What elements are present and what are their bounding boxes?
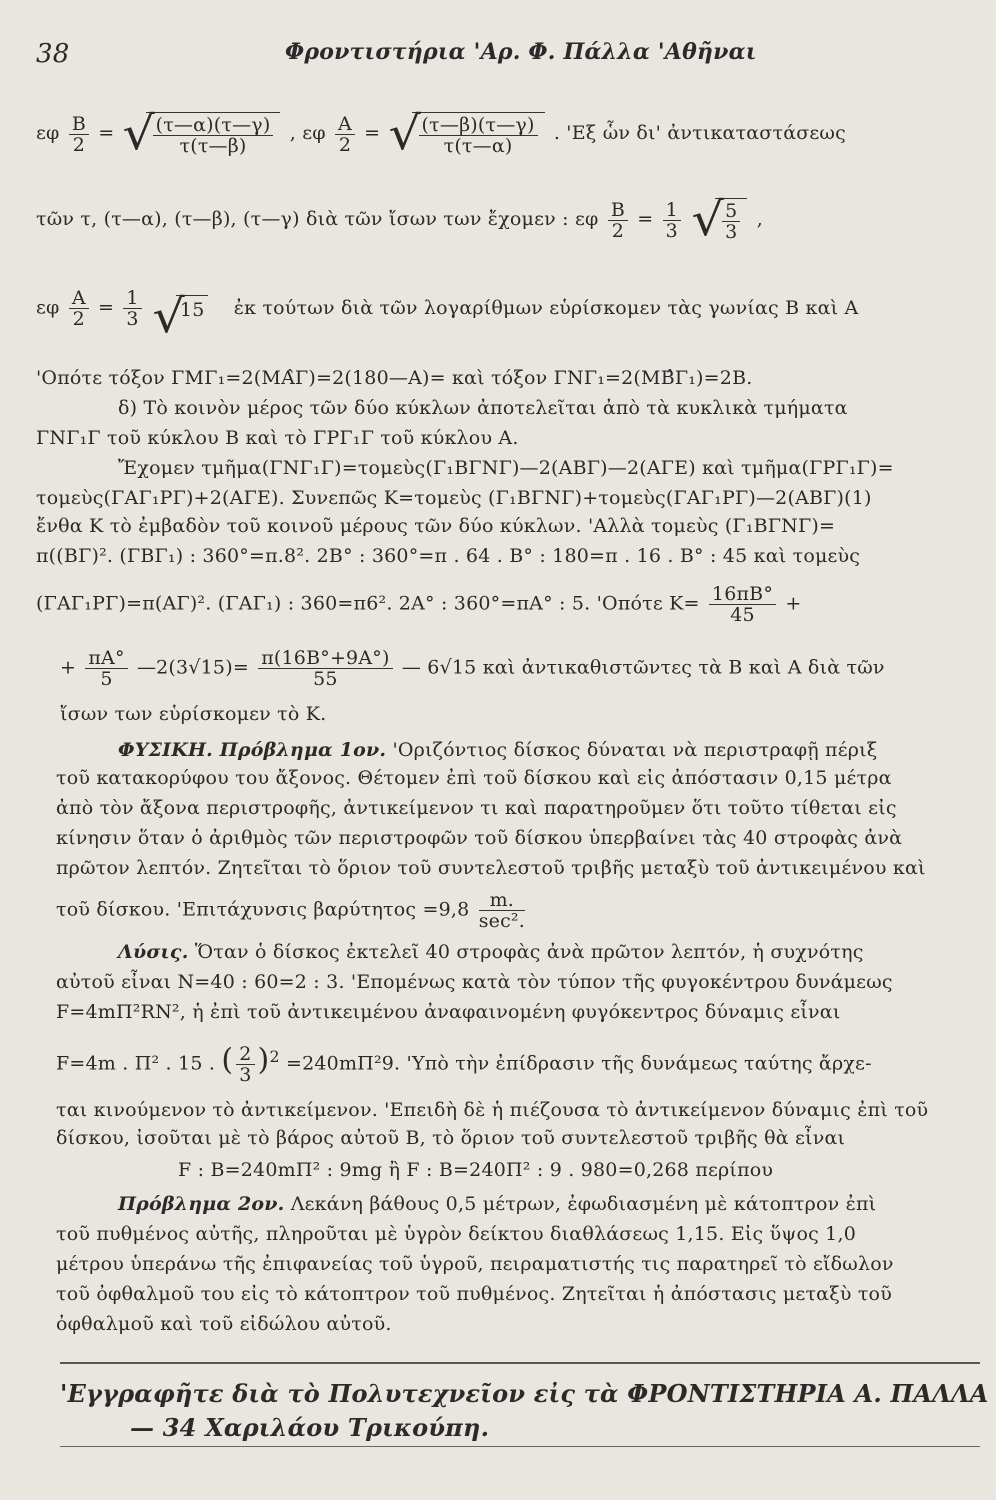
solution-formula-line: F=4m . Π² . 15 . ( $\frac{2}{3}$ )$^2$ =240mΠ²9. 'Υπὸ τὴν ἐπίδρασιν τῆς δυνάμεως ταύτης ἄρχε- bbox=[56, 1042, 872, 1086]
formula-frac-num: 2 bbox=[236, 1044, 254, 1065]
eq2-frac2-num: 1 bbox=[663, 200, 681, 221]
eq1-rad2-den: τ(τ—α) bbox=[443, 135, 513, 157]
eq1-frac1-num: Β bbox=[69, 114, 89, 135]
eq3-text: ἐκ τούτων διὰ τῶν λογαρίθμων εὑρίσκομεν τὰς γωνίας Β καὶ Α bbox=[233, 296, 859, 319]
equation-2 bbox=[36, 192, 763, 246]
eq3-rad: 15 bbox=[176, 295, 209, 322]
body-line-6: ἔνθα Κ τὸ ἐμβαδὸν τοῦ κοινοῦ μέρους τῶν δύο κύκλων. 'Αλλὰ τομεὺς (Γ₁ΒΓΝΓ)= bbox=[36, 515, 836, 537]
eq1-frac2 bbox=[335, 114, 355, 155]
eq5-tail: — 6√15 καὶ ἀντικαθιστῶντες τὰ Β καὶ Α διὰ τῶν bbox=[401, 656, 885, 679]
solution-first-text: Ὅταν ὁ δίσκος ἐκτελεῖ 40 στροφὰς ἀνὰ πρῶτον λεπτόν, ἡ συχνότης bbox=[194, 941, 864, 963]
gravity-text: τοῦ δίσκου. 'Επιτάχυνσις βαρύτητος =9,8 bbox=[56, 898, 470, 921]
eq2-frac1-den: 2 bbox=[611, 219, 625, 242]
eq3-lhs: εφ bbox=[36, 296, 60, 319]
problem2-line-1: τοῦ πυθμένος αὐτῆς, πληροῦται μὲ ὑγρὸν δείκτου διαθλάσεως 1,15. Εἰς ὕψος 1,0 bbox=[56, 1223, 856, 1245]
problem2-first-text: Λεκάνη βάθους 0,5 μέτρων, ἐφωδιασμένη μὲ κάτοπτρον ἐπὶ bbox=[290, 1193, 877, 1215]
eq4-frac-num: 16πΒ° bbox=[709, 584, 776, 605]
eq1-frac1 bbox=[69, 114, 89, 155]
eq1-rad1-den: τ(τ—β) bbox=[179, 135, 247, 157]
eq4-tail: + bbox=[785, 592, 802, 615]
eq5-lead: + bbox=[60, 656, 77, 679]
eq1-equals: = bbox=[98, 122, 115, 144]
eq1-tail: . 'Εξ ὧν δι' ἀντικαταστάσεως bbox=[553, 122, 846, 144]
eq2-lhs: εφ bbox=[575, 208, 599, 230]
eq5-frac1-num: πΑ° bbox=[85, 648, 127, 669]
body-line-5: τομεὺς(ΓΑΓ₁ΡΓ)+2(ΑΓΕ). Συνεπῶς Κ=τομεὺς (Γ₁ΒΓΝΓ)+τομεὺς(ΓΑΓ₁ΡΓ)—2(ΑΒΓ)(1) bbox=[36, 487, 872, 509]
physics-first-text: 'Οριζόντιος δίσκος δύναται νὰ περιστραφῇ πέριξ bbox=[392, 739, 878, 761]
physics-line-1: τοῦ κατακορύφου του ἄξονος. Θέτομεν ἐπὶ τοῦ δίσκου καὶ εἰς ἀπόστασιν 0,15 μέτρα bbox=[56, 767, 892, 789]
running-title: Φροντιστήρια 'Αρ. Φ. Πάλλα 'Αθῆναι bbox=[285, 39, 757, 65]
body-line-3: ΓΝΓ₁Γ τοῦ κύκλου Β καὶ τὸ ΓΡΓ₁Γ τοῦ κύκλου Α. bbox=[36, 427, 519, 449]
page-number: 38 bbox=[36, 39, 70, 69]
eq4-frac-den: 45 bbox=[730, 604, 755, 626]
eq3-frac1-den: 2 bbox=[72, 308, 85, 330]
eq2-tail: , bbox=[756, 208, 763, 230]
footer-rule-top bbox=[60, 1362, 980, 1364]
eq1-radical2: √ $\frac{(\tau—\beta)(\tau—\gamma)}{\tau(\tau—\alpha)}$ bbox=[390, 112, 545, 156]
formula-frac-den: 3 bbox=[239, 1064, 252, 1086]
line-isoon: ἴσων των εὑρίσκομεν τὸ Κ. bbox=[60, 703, 327, 725]
footer-line-1: 'Εγγραφῆτε διὰ τὸ Πολυτεχνεῖον εἰς τὰ ΦΡΟΝΤΙΣΤΗΡΙΑ Α. ΠΑΛΛΑ bbox=[60, 1379, 989, 1408]
eq3-frac2-num: 1 bbox=[123, 288, 141, 309]
problem2-line-3: τοῦ ὀφθαλμοῦ του εἰς τὸ κάτοπτρον τοῦ πυθμένος. Ζητεῖται ἡ ἀπόστασις μεταξὺ τοῦ bbox=[56, 1283, 892, 1305]
eq5-frac1-den: 5 bbox=[100, 668, 113, 690]
eq1-frac2-num: Α bbox=[335, 114, 355, 135]
formula-text-2: =240mΠ²9. 'Υπὸ τὴν ἐπίδρασιν τῆς δυνάμεως ταύτης ἄρχε- bbox=[285, 1052, 872, 1075]
body-line-7: π((ΒΓ)². (ΓΒΓ₁) : 360°=π.8². 2Β° : 360°=π . 64 . Β° : 180=π . 16 . Β° : 45 καὶ τομεὺς bbox=[36, 545, 861, 567]
eq2-radical: √ $\frac{5}{3}$ bbox=[693, 198, 747, 242]
eq2-rad-num: 5 bbox=[722, 201, 740, 222]
formula-text-1: F=4m . Π² . 15 . bbox=[56, 1052, 216, 1075]
eq5-mid: —2(3√15)= bbox=[136, 656, 249, 679]
eq3-frac2-den: 3 bbox=[126, 308, 139, 330]
eq4-text: (ΓΑΓ₁ΡΓ)=π(ΑΓ)². (ΓΑΓ₁) : 360=π6². 2Α° : 360°=πΑ° : 5. 'Οπότε Κ= bbox=[36, 592, 700, 615]
solution-line-2: F=4mΠ²RΝ², ἡ ἐπὶ τοῦ ἀντικειμένου ἀναφαινομένη φυγόκεντρος δύναμις εἶναι bbox=[56, 1001, 841, 1023]
physics-line-2: ἀπὸ τὸν ἄξονα περιστροφῆς, ἀντικείμενον τι καὶ παρατηροῦμεν ὅτι τοῦτο τίθεται εἰς bbox=[56, 797, 897, 819]
eq2-frac1-num: Β bbox=[608, 200, 628, 221]
problem2-first-line bbox=[118, 1192, 876, 1216]
equation-3 bbox=[36, 287, 859, 343]
eq1-lhs: εφ bbox=[36, 122, 60, 144]
eq1-rad2-num: (τ—β)(τ—γ) bbox=[419, 115, 538, 136]
solution-first-line bbox=[118, 940, 864, 964]
eq3-equals: = bbox=[97, 296, 115, 319]
physics-line-4: πρῶτον λεπτόν. Ζητεῖται τὸ ὅριον τοῦ συντελεστοῦ τριβῆς μεταξὺ τοῦ ἀντικειμένου καὶ bbox=[56, 857, 926, 879]
eq1-frac1-den: 2 bbox=[72, 133, 86, 156]
physics-heading: ΦΥΣΙΚΗ. Πρόβλημα 1ον. bbox=[118, 739, 387, 761]
eq2-rad-den: 3 bbox=[725, 221, 738, 243]
body-line-2: δ) Τὸ κοινὸν μέρος τῶν δύο κύκλων ἀποτελεῖται ἀπὸ τὰ κυκλικὰ τμήματα bbox=[118, 397, 848, 419]
solution-line-3: ται κινούμενον τὸ ἀντικείμενον. 'Επειδὴ δὲ ἡ πιέζουσα τὸ ἀντικείμενον δύναμις ἐπὶ τοῦ bbox=[56, 1099, 929, 1121]
eq3-radical: √ 15 bbox=[154, 295, 209, 322]
physics-gravity-line bbox=[56, 890, 528, 931]
solution-line-4: δίσκου, ἰσοῦται μὲ τὸ βάρος αὐτοῦ Β, τὸ ὅριον τοῦ συντελεστοῦ τριβῆς θὰ εἶναι bbox=[56, 1127, 846, 1149]
gravity-unit-den: sec². bbox=[478, 910, 525, 932]
equation-5 bbox=[60, 648, 885, 689]
body-line-4: Ἔχομεν τμῆμα(ΓΝΓ₁Γ)=τομεὺς(Γ₁ΒΓΝΓ)—2(ΑΒΓ)—2(ΑΓΕ) καὶ τμῆμα(ΓΡΓ₁Γ)= bbox=[118, 457, 894, 479]
solution-line-5: F : Β=240mΠ² : 9mg ἢ F : Β=240Π² : 9 . 980=0,268 περίπου bbox=[178, 1159, 774, 1181]
eq2-equals: = bbox=[637, 208, 654, 230]
eq1-radical1: √ $\frac{(\tau—\alpha)(\tau—\gamma)}{\tau(\tau—\beta)}$ bbox=[124, 112, 281, 156]
eq1-separator: , εφ bbox=[289, 122, 326, 144]
eq2-frac2-den: 3 bbox=[665, 219, 678, 242]
eq5-frac2-num: π(16Β°+9Α°) bbox=[258, 648, 392, 669]
equation-4 bbox=[36, 584, 801, 625]
solution-line-1: αὐτοῦ εἶναι Ν=40 : 60=2 : 3. 'Επομένως κατὰ τὸν τύπον τῆς φυγοκέντρου δυνάμεως bbox=[56, 971, 893, 993]
problem2-line-2: μέτρου ὑπεράνω τῆς ἐπιφανείας τοῦ ὑγροῦ, πειραματιστής τις παρατηρεῖ τὸ εἴδωλον bbox=[56, 1253, 894, 1275]
eq1-rad1-num: (τ—α)(τ—γ) bbox=[153, 115, 274, 136]
footer-line-2: — 34 Χαριλάου Τρικούπη. bbox=[130, 1413, 490, 1442]
eq5-frac2-den: 55 bbox=[313, 668, 338, 690]
problem2-line-4: ὀφθαλμοῦ καὶ τοῦ εἰδώλου αὐτοῦ. bbox=[56, 1313, 392, 1335]
gravity-unit-num: m. bbox=[479, 890, 525, 911]
eq3-frac1-num: Α bbox=[69, 288, 89, 309]
equation-1: εφ $\frac{B}{2}$ = √ $\frac{(\tau—\alpha)(\tau—\gamma)}{\tau(\tau—\beta)}$ , εφ $\frac{A}{2}$ = √ $\frac{(\tau—\beta)(\tau—\gamma)}{\tau(\tau—\alpha)}$ . 'Εξ ὧν δι' ἀντικαταστάσεως bbox=[36, 106, 846, 160]
physics-line-3: κίνησιν ὅταν ὁ ἀριθμὸς τῶν περιστροφῶν τοῦ δίσκου ὑπερβαίνει τὰς 40 στροφὰς ἀνὰ bbox=[56, 827, 903, 849]
eq1-frac2-den: 2 bbox=[338, 133, 352, 156]
physics-first-line bbox=[118, 738, 877, 762]
footer-rule-bottom bbox=[60, 1446, 980, 1447]
body-line-1: 'Οπότε τόξον ΓΜΓ₁=2(ΜΑ̂Γ)=2(180—Α)= καὶ τόξον ΓΝΓ₁=2(ΜΒ̂Γ₁)=2Β. bbox=[36, 367, 753, 389]
solution-label: Λύσις. bbox=[118, 941, 189, 963]
eq2-text: τῶν τ, (τ—α), (τ—β), (τ—γ) διὰ τῶν ἴσων των ἔχομεν : bbox=[36, 208, 569, 230]
problem2-heading: Πρόβλημα 2ον. bbox=[118, 1193, 285, 1215]
